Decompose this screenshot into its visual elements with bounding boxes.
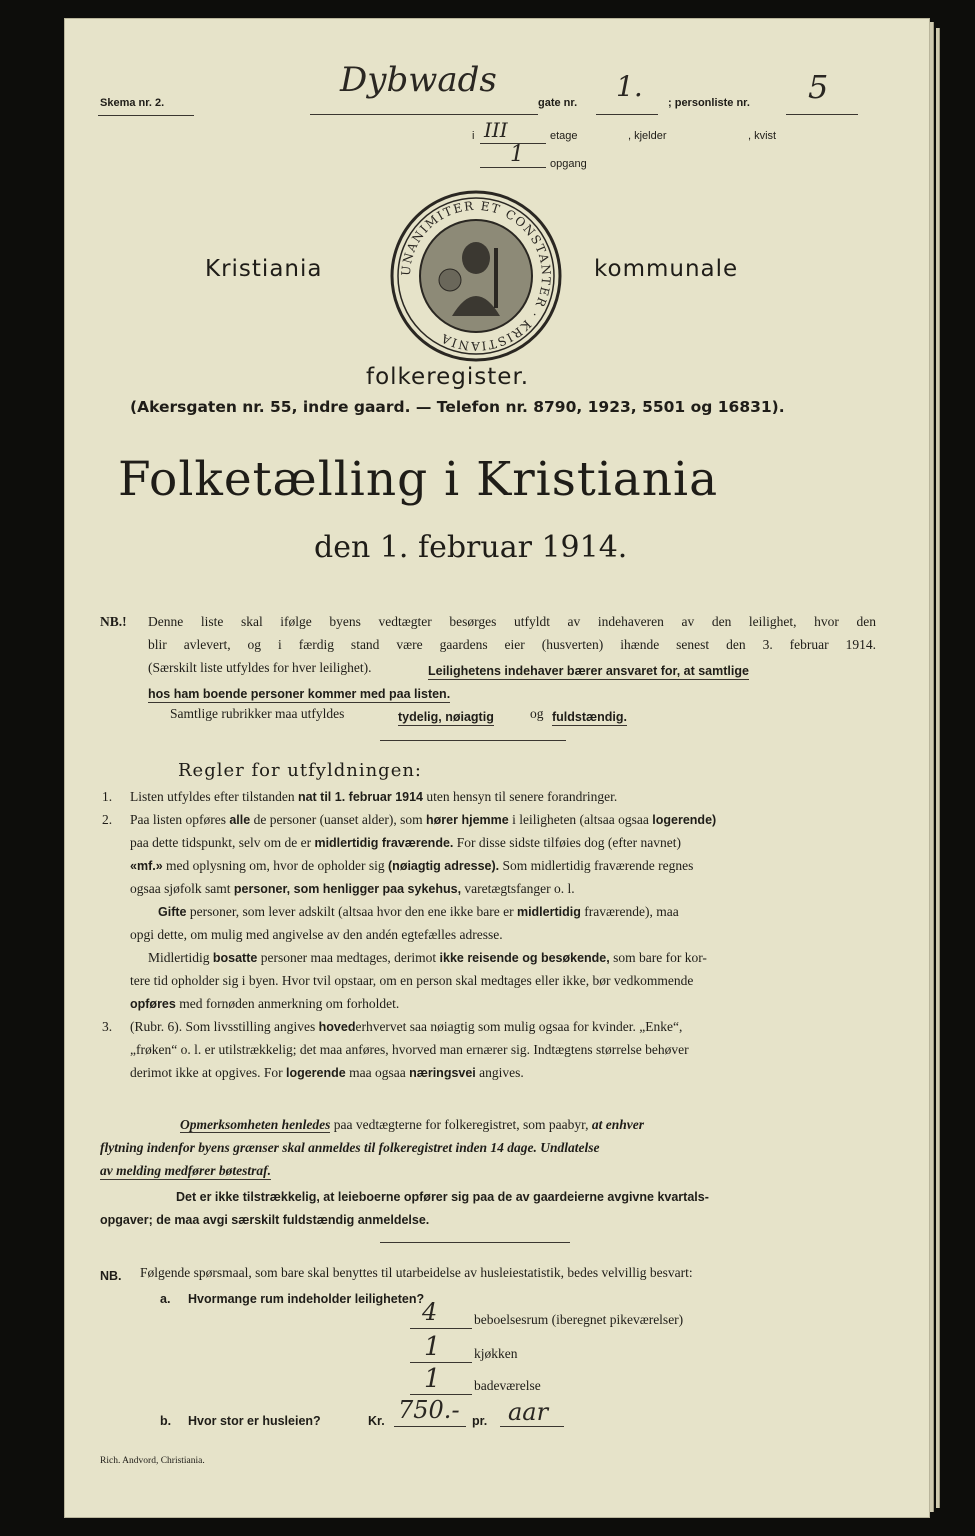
institution-right: kommunale — [594, 256, 739, 282]
bath-handwritten: 1 — [424, 1364, 441, 1394]
nb-line: blir avlevert, og i færdig stand være gaardens eier (husverten) ihænde senest den 3. februar 1914. — [148, 637, 876, 652]
answer-line — [410, 1394, 472, 1395]
opgang-label: opgang — [550, 158, 587, 170]
rule-text: Midlertidig bosatte personer maa medtages, derimot ikke reisende og besøkende, som bare for kor- — [148, 950, 707, 965]
nb-emphasis: Leilighetens indehaver bærer ansvaret for, at samtlige — [428, 660, 749, 680]
institution-left: Kristiania — [205, 256, 323, 282]
nb-emphasis: hos ham boende personer kommer med paa listen. — [148, 683, 450, 703]
rent-handwritten: 750.- — [398, 1396, 460, 1424]
kitchen-label: kjøkken — [474, 1346, 518, 1361]
nb-line: Samtlige rubrikker maa utfyldes — [170, 706, 345, 721]
gate-line — [596, 114, 658, 115]
rooms-label: beboelsesrum (iberegnet pikeværelser) — [474, 1312, 684, 1327]
printer-credit: Rich. Andvord, Christiania. — [100, 1456, 205, 1466]
rule-number: 1. — [102, 789, 113, 804]
rule-text: (Rubr. 6). Som livsstilling angives hovederhvervet saa nøiagtig som mulig ogsaa for kvinder. „Enke“, — [130, 1019, 683, 1034]
rule-text: opgi dette, om mulig med angivelse av den andén egtefælles adresse. — [130, 927, 503, 942]
nb-line: Denne liste skal ifølge byens vedtægter besørges utfyldt av indehaveren av den leilighet, hvor den — [148, 614, 876, 629]
rule-text: ogsaa sjøfolk samt personer, som henligger paa sykehus, varetægtsfanger o. l. — [130, 881, 575, 896]
nb2-lead: NB. — [100, 1269, 122, 1283]
seal-text: UNANIMITER ET CONSTANTER · KRISTIANIA — [398, 198, 554, 354]
street-line — [310, 114, 538, 115]
nb-line: og — [530, 706, 544, 721]
rule-text: opføres med fornøden anmerkning om forholdet. — [130, 996, 400, 1011]
question-label: b. — [160, 1414, 172, 1428]
opgang-handwritten: 1 — [510, 142, 524, 167]
notice-text: opgaver; de maa avgi særskilt fuldstændig anmeldelse. — [100, 1213, 430, 1227]
personliste-handwritten: 5 — [808, 68, 829, 106]
answer-line — [410, 1328, 472, 1329]
answer-line — [410, 1362, 472, 1363]
nb-emphasis: tydelig, nøiagtig — [398, 706, 494, 726]
institution-line2: folkeregister. — [366, 364, 530, 390]
gate-number-handwritten: 1. — [616, 70, 643, 103]
question-label: a. — [160, 1292, 171, 1306]
kr-label: Kr. — [368, 1414, 385, 1428]
answer-line — [394, 1426, 466, 1427]
etage-label: etage — [550, 130, 578, 142]
pr-label: pr. — [472, 1414, 488, 1428]
rule-text: Gifte personer, som lever adskilt (altsaa hvor den ene ikke bare er midlertidig fraværende), maa — [158, 904, 679, 919]
kitchen-handwritten: 1 — [424, 1332, 441, 1362]
page-edge — [930, 22, 934, 1512]
notice-text: av melding medfører bøtestraf. — [100, 1163, 271, 1178]
rule-text: «mf.» med oplysning om, hvor de opholder sig (nøiagtig adresse). Som midlertidig fraværende regnes — [130, 858, 694, 873]
rule-text: Listen utfyldes efter tilstanden nat til 1. februar 1914 uten hensyn til senere forandringer. — [130, 789, 618, 804]
page-subtitle: den 1. februar 1914. — [314, 530, 628, 565]
i-label: i — [472, 130, 475, 142]
rule-text: „frøken“ o. l. er utilstrækkelig; det maa anføres, hvorved man ernærer sig. Indtægtens størrelse behøver — [130, 1042, 689, 1057]
nb-emphasis: fuldstændig. — [552, 706, 627, 726]
divider — [380, 1242, 570, 1243]
personliste-label: ; personliste nr. — [668, 97, 750, 109]
opgang-line — [480, 167, 546, 168]
nb2-text: Følgende spørsmaal, som bare skal benyttes til utarbeidelse av husleiestatistik, bedes velvillig besvart: — [140, 1265, 693, 1280]
rule-text: tere tid opholder sig i byen. Hvor tvil opstaar, om en person skal medtages eller ikke, bør vedkommende — [130, 973, 694, 988]
notice-text: Opmerksomheten henledes paa vedtægterne for folkeregistret, som paabyr, at enhver — [180, 1117, 644, 1132]
period-handwritten: aar — [508, 1398, 549, 1426]
question-b: Hvor stor er husleien? — [188, 1414, 321, 1428]
nb-lead: NB.! — [100, 614, 127, 629]
personliste-line — [786, 114, 858, 115]
answer-line — [500, 1426, 564, 1427]
rule — [98, 115, 194, 116]
page-edge — [936, 28, 940, 1508]
gate-label: gate nr. — [538, 97, 578, 109]
kjelder-label: , kjelder — [628, 130, 667, 142]
etage-handwritten: III — [484, 118, 508, 142]
rule-text: paa dette tidspunkt, selv om de er midlertidig fraværende. For disse sidste tilføies dog (efter navnet) — [130, 835, 681, 850]
rules-heading: Regler for utfyldningen: — [178, 760, 422, 781]
divider — [380, 740, 566, 741]
page-title: Folketælling i Kristiania — [118, 452, 719, 507]
nb-line: (Særskilt liste utfyldes for hver leilighet). — [148, 660, 372, 675]
kvist-label: , kvist — [748, 130, 777, 142]
question-a: Hvormange rum indeholder leiligheten? — [188, 1292, 425, 1306]
rule-number: 2. — [102, 812, 113, 827]
schema-number: Skema nr. 2. — [100, 97, 165, 109]
institution-address: (Akersgaten nr. 55, indre gaard. — Telefon nr. 8790, 1923, 5501 og 16831). — [130, 398, 785, 416]
rule-text: Paa listen opføres alle de personer (uanset alder), som hører hjemme i leiligheten (altsaa ogsaa logerende) — [130, 812, 717, 827]
rule-text: derimot ikke at opgives. For logerende maa ogsaa næringsvei angives. — [130, 1065, 524, 1080]
rooms-handwritten: 4 — [422, 1298, 438, 1326]
street-name-handwritten: Dybwads — [340, 60, 497, 100]
notice-text: Det er ikke tilstrækkelig, at leieboerne opfører sig paa de av gaardeierne avgivne kvartals- — [176, 1190, 709, 1204]
rule-number: 3. — [102, 1019, 113, 1034]
notice-text: flytning indenfor byens grænser skal anmeldes til folkeregistret inden 14 dage. Undlatelse — [100, 1140, 600, 1155]
bath-label: badeværelse — [474, 1378, 541, 1393]
kristiania-seal-icon — [388, 188, 564, 364]
